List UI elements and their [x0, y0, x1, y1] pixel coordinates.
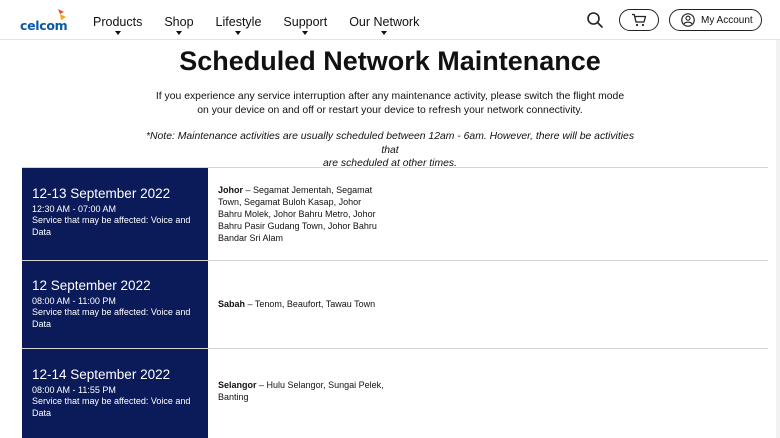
schedule-date-cell [22, 261, 208, 348]
affected-service-line: Service that may be affected: Voice and [32, 215, 191, 225]
schedule-areas-cell [208, 168, 768, 260]
areas-line [218, 184, 386, 196]
cart-icon [631, 13, 647, 27]
caret-down-icon [235, 31, 241, 35]
schedule-date: 12 September 2022 [32, 278, 151, 293]
nav-lifestyle[interactable] [216, 15, 262, 29]
nav-label: Products [93, 15, 143, 29]
schedule-date-cell [22, 168, 208, 260]
nav-support[interactable] [283, 15, 327, 29]
nav-products[interactable] [93, 15, 142, 29]
areas-line [218, 298, 418, 310]
celcom-logo[interactable] [20, 8, 72, 34]
areas-line: Banting [218, 392, 249, 402]
affected-areas [218, 379, 386, 403]
caret-down-icon [115, 31, 121, 35]
maintenance-schedule [22, 167, 768, 438]
note-line: *Note: Maintenance activities are usually scheduled between 12am - 6am. However, there will be activities that [145, 131, 635, 156]
region-name: Sabah [218, 299, 246, 309]
affected-service-line: Data [32, 318, 52, 329]
region-separator: – [243, 185, 254, 195]
nav-label: Our Network [349, 15, 420, 29]
search-icon [586, 11, 604, 29]
region-separator: – [245, 299, 255, 309]
areas-text: Segamat Jementah, Segamat [253, 185, 373, 195]
schedule-date: 12-14 September 2022 [32, 367, 171, 382]
affected-service-line: Service that may be affected: Voice and [32, 396, 191, 406]
areas-line [218, 379, 386, 391]
areas-line: Town, Segamat Buloh Kasap, Johor [218, 197, 362, 207]
areas-text: Tenom, Beaufort, Tawau Town [254, 299, 376, 309]
caret-down-icon [302, 31, 308, 35]
schedule-row [22, 168, 768, 261]
schedule-row [22, 349, 768, 438]
schedule-row [22, 261, 768, 349]
nav-our-network[interactable] [349, 15, 419, 29]
search-button[interactable] [586, 11, 604, 29]
nav-label: Support [283, 15, 328, 29]
maintenance-note [140, 130, 640, 171]
affected-service-line: Data [32, 407, 52, 418]
intro-text [140, 90, 640, 117]
main-nav [93, 15, 441, 29]
caret-down-icon [381, 31, 387, 35]
schedule-date-cell [22, 349, 208, 438]
affected-service [32, 215, 198, 238]
areas-line: Bahru Pasir Gudang Town, Johor Bahru [218, 221, 377, 231]
nav-shop[interactable] [164, 15, 193, 29]
intro-line: If you experience any service interruption after any maintenance activity, please switch the flight mode [155, 91, 625, 102]
schedule-time: 08:00 AM - 11:00 PM [32, 296, 116, 306]
areas-line: Bahru Molek, Johor Bahru Metro, Johor [218, 209, 376, 219]
schedule-time: 08:00 AM - 11:55 PM [32, 385, 116, 395]
affected-service-line: Service that may be affected: Voice and [32, 307, 191, 317]
region-name: Johor [218, 185, 244, 195]
areas-text: Hulu Selangor, Sungai Pelek, [266, 380, 384, 390]
my-account-label: My Account [701, 14, 753, 26]
affected-service-line: Data [32, 226, 52, 237]
caret-down-icon [176, 31, 182, 35]
affected-service [32, 307, 198, 330]
nav-label: Lifestyle [215, 15, 262, 29]
region-name: Selangor [218, 380, 257, 390]
schedule-date: 12-13 September 2022 [32, 186, 171, 201]
affected-service [32, 396, 198, 419]
affected-areas [218, 184, 386, 244]
page-scrollbar[interactable] [776, 40, 780, 438]
logo-wordmark: celcom [20, 18, 68, 33]
schedule-areas-cell [208, 349, 768, 438]
note-line: are scheduled at other times. [323, 158, 457, 169]
cart-button[interactable] [619, 9, 659, 31]
nav-label: Shop [164, 15, 194, 29]
schedule-areas-cell [208, 261, 768, 348]
site-header [0, 0, 780, 40]
areas-line: Bandar Sri Alam [218, 233, 284, 243]
region-separator: – [256, 380, 267, 390]
affected-areas [218, 298, 418, 310]
user-circle-icon [681, 13, 695, 27]
schedule-time: 12:30 AM - 07:00 AM [32, 204, 117, 214]
page-title: Scheduled Network Maintenance [179, 46, 601, 76]
my-account-button[interactable] [669, 9, 762, 31]
logo-mark-icon [55, 8, 69, 22]
intro-line: on your device on and off or restart your device to refresh your network connectivity. [197, 104, 583, 116]
